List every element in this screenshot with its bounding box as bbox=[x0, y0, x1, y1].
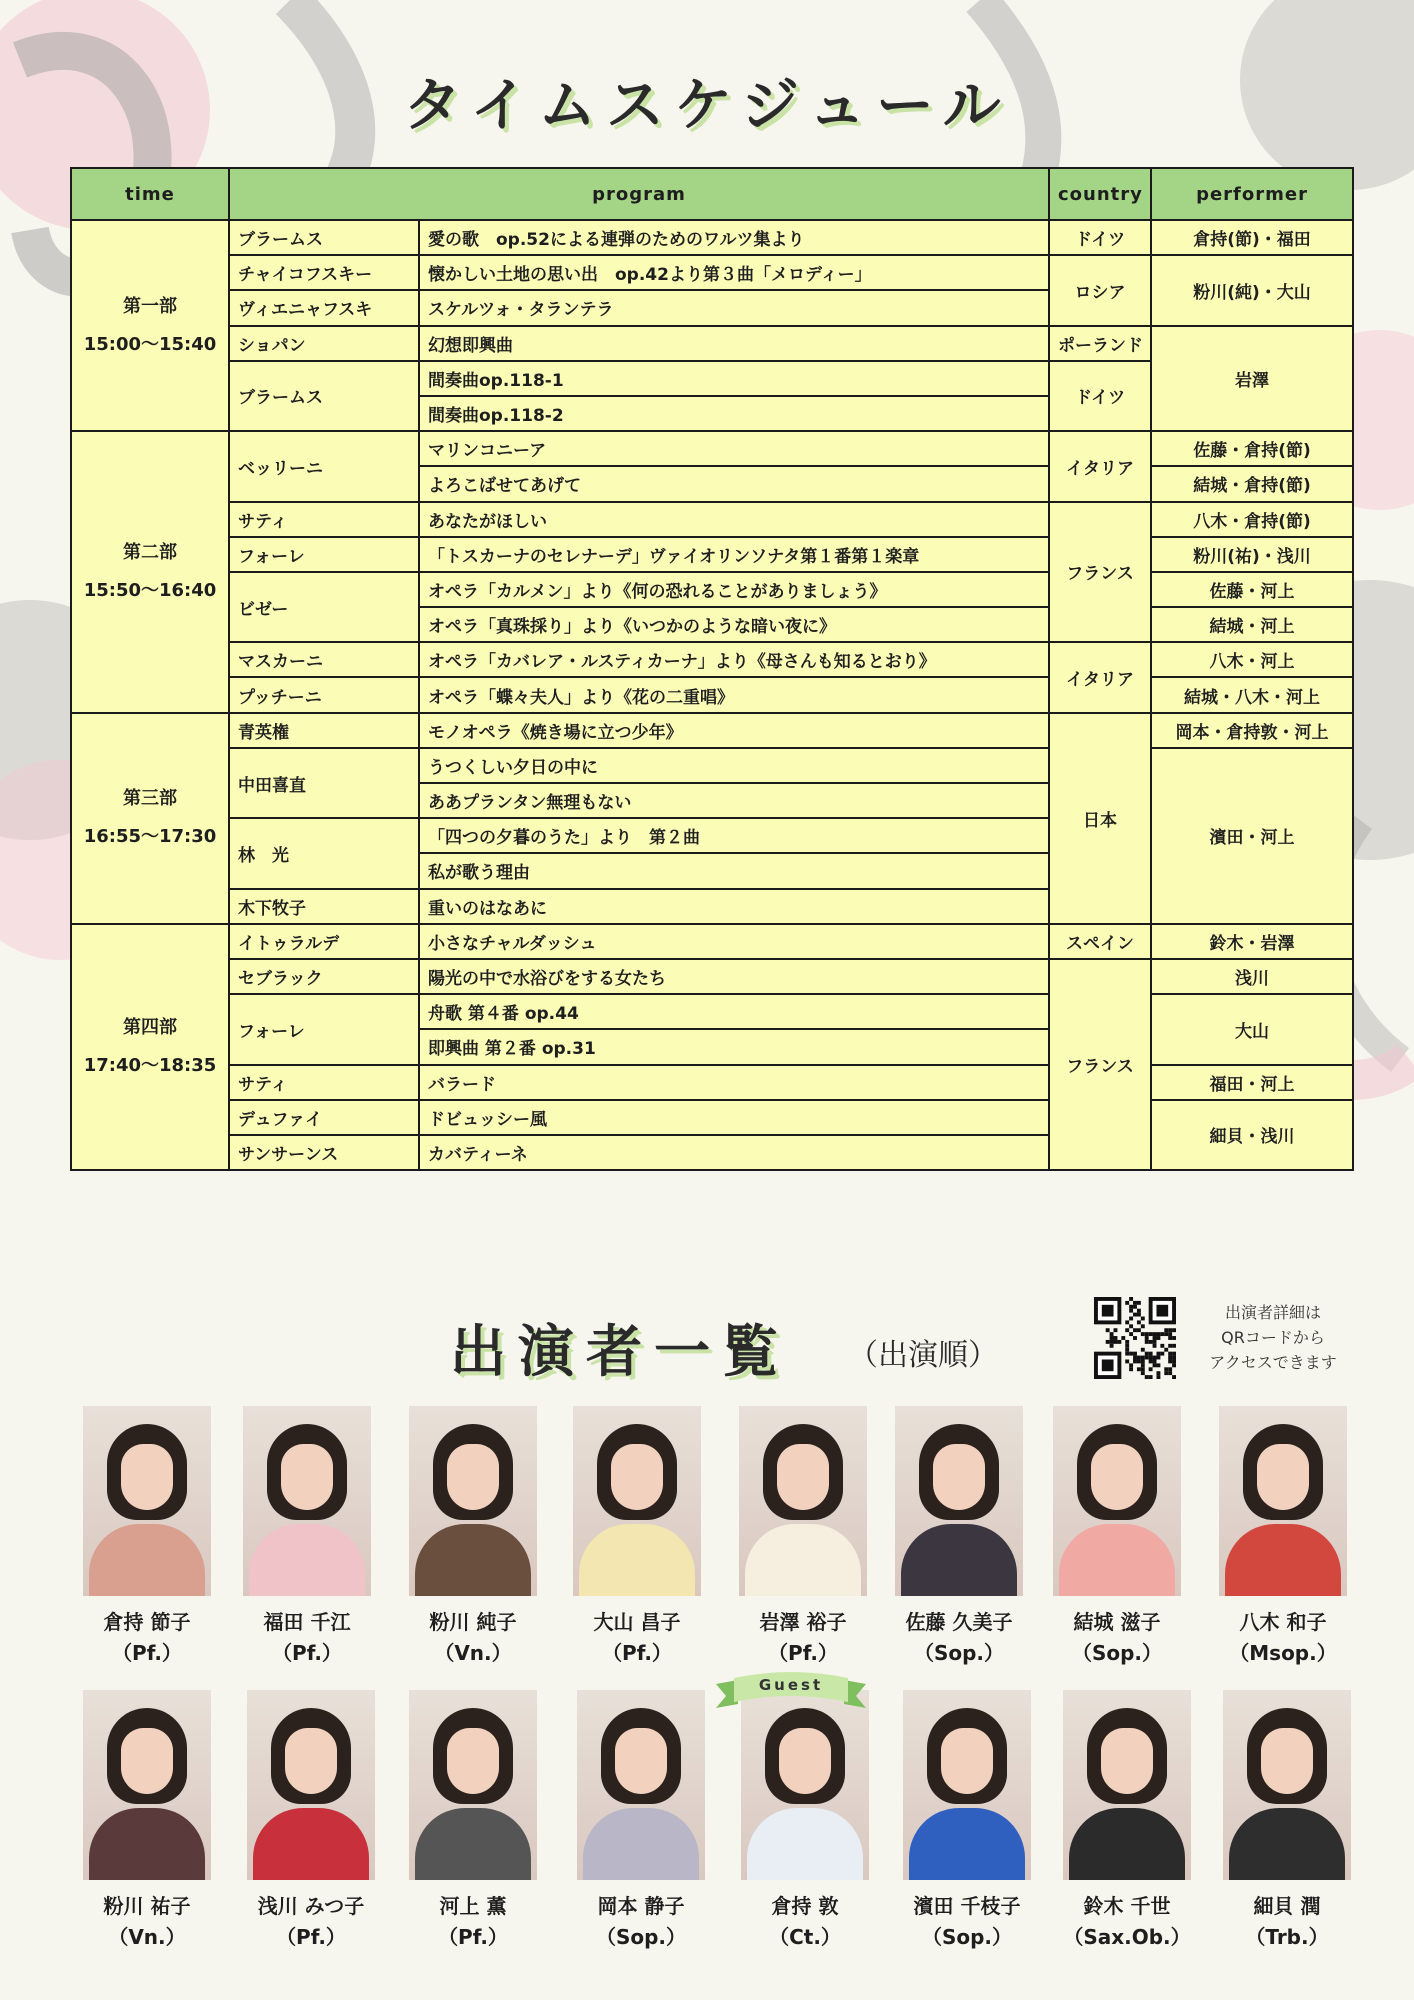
performer-cell: 細貝・浅川 bbox=[1151, 1100, 1353, 1170]
table-header-row bbox=[71, 168, 1353, 220]
performer-card bbox=[236, 1690, 386, 1950]
qr-code-icon[interactable] bbox=[1094, 1297, 1176, 1379]
table-row bbox=[71, 572, 1353, 607]
performer-name: 細貝 潤 bbox=[1253, 1894, 1321, 1918]
part-3-cell bbox=[71, 713, 229, 924]
program-cell: 間奏曲op.118-2 bbox=[419, 396, 1049, 431]
country-cell: フランス bbox=[1049, 502, 1151, 643]
performer-photo bbox=[739, 1406, 867, 1596]
performer-name: 倉持 節子 bbox=[103, 1610, 191, 1634]
composer-cell: フォーレ bbox=[229, 537, 419, 572]
performer-photo bbox=[83, 1406, 211, 1596]
performer-photo bbox=[247, 1690, 375, 1880]
performer-photo bbox=[83, 1690, 211, 1880]
performer-cell: 鈴木・岩澤 bbox=[1151, 924, 1353, 959]
program-cell: 小さなチャルダッシュ bbox=[419, 924, 1049, 959]
country-cell: ドイツ bbox=[1049, 220, 1151, 255]
performer-role: （Vn.） bbox=[108, 1925, 186, 1949]
table-row bbox=[71, 1100, 1353, 1135]
composer-cell: 木下牧子 bbox=[229, 889, 419, 924]
performer-card bbox=[398, 1690, 548, 1950]
table-row bbox=[71, 924, 1353, 959]
performer-name: 岡本 静子 bbox=[597, 1894, 685, 1918]
performer-role: （Msop.） bbox=[1229, 1641, 1337, 1665]
performer-photo bbox=[1063, 1690, 1191, 1880]
performer-card bbox=[566, 1690, 716, 1950]
program-cell: 懐かしい土地の思い出 op.42より第３曲「メロディー」 bbox=[419, 255, 1049, 290]
country-cell: 日本 bbox=[1049, 713, 1151, 924]
composer-cell: サティ bbox=[229, 1065, 419, 1100]
performer-name: 鈴木 千世 bbox=[1083, 1894, 1171, 1918]
performer-name: 結城 滋子 bbox=[1073, 1610, 1161, 1634]
performer-cell: 岩澤 bbox=[1151, 326, 1353, 432]
part-time: 15:50〜16:40 bbox=[83, 579, 217, 601]
guest-label: Guest bbox=[758, 1676, 824, 1694]
program-cell: ドビュッシー風 bbox=[419, 1100, 1049, 1135]
header-performer: performer bbox=[1151, 168, 1353, 220]
performer-cell: 大山 bbox=[1151, 994, 1353, 1064]
performers-subtitle: （出演順） bbox=[848, 1338, 998, 1373]
performer-role: （Sop.） bbox=[595, 1925, 687, 1949]
composer-cell: ヴィエニャフスキ bbox=[229, 290, 419, 325]
performer-card bbox=[72, 1690, 222, 1950]
table-row bbox=[71, 431, 1353, 466]
program-cell: オペラ「蝶々夫人」より《花の二重唱》 bbox=[419, 677, 1049, 712]
performer-role: （Ct.） bbox=[769, 1925, 841, 1949]
performer-card bbox=[730, 1690, 880, 1950]
part-time: 17:40〜18:35 bbox=[83, 1054, 217, 1076]
performer-role: （Vn.） bbox=[434, 1641, 512, 1665]
program-cell: あなたがほしい bbox=[419, 502, 1049, 537]
guest-banner bbox=[716, 1672, 866, 1710]
performer-card bbox=[892, 1690, 1042, 1950]
composer-cell: サティ bbox=[229, 502, 419, 537]
performer-name: 粉川 祐子 bbox=[103, 1894, 191, 1918]
program-cell: カバティーネ bbox=[419, 1135, 1049, 1170]
performer-photo bbox=[741, 1690, 869, 1880]
table-row bbox=[71, 642, 1353, 677]
performer-cell: 結城・倉持(節) bbox=[1151, 466, 1353, 501]
performer-photo bbox=[1219, 1406, 1347, 1596]
performer-cell: 結城・河上 bbox=[1151, 607, 1353, 642]
composer-cell: デュファイ bbox=[229, 1100, 419, 1135]
composer-cell: ブラームス bbox=[229, 361, 419, 431]
composer-cell: マスカーニ bbox=[229, 642, 419, 677]
performer-role: （Pf.） bbox=[276, 1925, 346, 1949]
performer-role: （Sop.） bbox=[921, 1925, 1013, 1949]
performer-role: （Sax.Ob.） bbox=[1063, 1925, 1191, 1949]
composer-cell: プッチーニ bbox=[229, 677, 419, 712]
part-1-cell bbox=[71, 220, 229, 431]
table-row bbox=[71, 220, 1353, 255]
composer-cell: ビゼー bbox=[229, 572, 419, 642]
program-cell: 愛の歌 op.52による連弾のためのワルツ集より bbox=[419, 220, 1049, 255]
performer-name: 佐藤 久美子 bbox=[905, 1610, 1013, 1634]
performer-card bbox=[232, 1406, 382, 1666]
performer-role: （Sop.） bbox=[1071, 1641, 1163, 1665]
country-cell: スペイン bbox=[1049, 924, 1151, 959]
composer-cell: 林 光 bbox=[229, 818, 419, 888]
country-cell: イタリア bbox=[1049, 642, 1151, 712]
performer-cell: 佐藤・河上 bbox=[1151, 572, 1353, 607]
program-cell: 舟歌 第４番 op.44 bbox=[419, 994, 1049, 1029]
composer-cell: ベッリーニ bbox=[229, 431, 419, 501]
program-cell: よろこばせてあげて bbox=[419, 466, 1049, 501]
part-2-cell bbox=[71, 431, 229, 713]
program-cell: 即興曲 第２番 op.31 bbox=[419, 1029, 1049, 1064]
performer-photo bbox=[895, 1406, 1023, 1596]
performer-name: 濱田 千枝子 bbox=[913, 1894, 1021, 1918]
composer-cell: ブラームス bbox=[229, 220, 419, 255]
program-cell: 間奏曲op.118-1 bbox=[419, 361, 1049, 396]
performer-photo bbox=[409, 1690, 537, 1880]
performers-title: 出演者一覧 bbox=[450, 1320, 790, 1385]
performer-role: （Sop.） bbox=[913, 1641, 1005, 1665]
header-time: time bbox=[71, 168, 229, 220]
performer-name: 倉持 敦 bbox=[771, 1894, 839, 1918]
performer-photo bbox=[903, 1690, 1031, 1880]
performer-cell: 八木・河上 bbox=[1151, 642, 1353, 677]
qr-note-line: QRコードから bbox=[1221, 1328, 1325, 1347]
performer-card bbox=[728, 1406, 878, 1666]
composer-cell: セブラック bbox=[229, 959, 419, 994]
program-cell: 陽光の中で水浴びをする女たち bbox=[419, 959, 1049, 994]
composer-cell: イトゥラルデ bbox=[229, 924, 419, 959]
qr-note bbox=[1188, 1300, 1358, 1375]
performer-name: 福田 千江 bbox=[263, 1610, 351, 1634]
performer-card bbox=[1042, 1406, 1192, 1666]
performer-role: （Pf.） bbox=[438, 1925, 508, 1949]
performer-name: 岩澤 裕子 bbox=[759, 1610, 847, 1634]
composer-cell: 青英権 bbox=[229, 713, 419, 748]
performer-card bbox=[1212, 1690, 1362, 1950]
performer-role: （Trb.） bbox=[1245, 1925, 1329, 1949]
program-cell: スケルツォ・タランテラ bbox=[419, 290, 1049, 325]
part-time: 15:00〜15:40 bbox=[83, 333, 217, 355]
program-cell: ああプランタン無理もない bbox=[419, 783, 1049, 818]
performer-cell: 倉持(節)・福田 bbox=[1151, 220, 1353, 255]
performer-photo bbox=[573, 1406, 701, 1596]
program-cell: 幻想即興曲 bbox=[419, 326, 1049, 361]
table-row bbox=[71, 677, 1353, 712]
header-country: country bbox=[1049, 168, 1151, 220]
program-cell: 「四つの夕暮のうた」より 第２曲 bbox=[419, 818, 1049, 853]
country-cell: イタリア bbox=[1049, 431, 1151, 501]
performer-name: 八木 和子 bbox=[1239, 1610, 1327, 1634]
part-name: 第二部 bbox=[123, 541, 177, 563]
program-cell: うつくしい夕日の中に bbox=[419, 748, 1049, 783]
table-row bbox=[71, 255, 1353, 290]
program-cell: 重いのはなあに bbox=[419, 889, 1049, 924]
performer-photo bbox=[409, 1406, 537, 1596]
performer-role: （Pf.） bbox=[602, 1641, 672, 1665]
performer-role: （Pf.） bbox=[768, 1641, 838, 1665]
performer-cell: 結城・八木・河上 bbox=[1151, 677, 1353, 712]
performer-card bbox=[72, 1406, 222, 1666]
performer-name: 大山 昌子 bbox=[593, 1610, 681, 1634]
performer-card bbox=[1052, 1690, 1202, 1950]
composer-cell: ショパン bbox=[229, 326, 419, 361]
part-4-cell bbox=[71, 924, 229, 1170]
performer-cell: 粉川(祐)・浅川 bbox=[1151, 537, 1353, 572]
performer-photo bbox=[1223, 1690, 1351, 1880]
composer-cell: サンサーンス bbox=[229, 1135, 419, 1170]
table-row bbox=[71, 994, 1353, 1029]
table-row bbox=[71, 959, 1353, 994]
header-program: program bbox=[229, 168, 1049, 220]
table-row bbox=[71, 502, 1353, 537]
table-row bbox=[71, 1065, 1353, 1100]
performer-name: 粉川 純子 bbox=[429, 1610, 517, 1634]
part-name: 第三部 bbox=[123, 788, 177, 810]
part-name: 第四部 bbox=[123, 1016, 177, 1038]
performer-cell: 濱田・河上 bbox=[1151, 748, 1353, 924]
qr-note-line: 出演者詳細は bbox=[1224, 1303, 1321, 1322]
performer-photo bbox=[577, 1690, 705, 1880]
table-row bbox=[71, 713, 1353, 748]
table-row bbox=[71, 326, 1353, 361]
performer-card bbox=[398, 1406, 548, 1666]
part-name: 第一部 bbox=[123, 295, 177, 317]
performer-card bbox=[1208, 1406, 1358, 1666]
performer-role: （Pf.） bbox=[112, 1641, 182, 1665]
part-time: 16:55〜17:30 bbox=[83, 826, 217, 848]
performer-cell: 佐藤・倉持(節) bbox=[1151, 431, 1353, 466]
performer-photo bbox=[243, 1406, 371, 1596]
program-cell: オペラ「真珠採り」より《いつかのような暗い夜に》 bbox=[419, 607, 1049, 642]
composer-cell: 中田喜直 bbox=[229, 748, 419, 818]
program-cell: バラード bbox=[419, 1065, 1049, 1100]
composer-cell: チャイコフスキー bbox=[229, 255, 419, 290]
composer-cell: フォーレ bbox=[229, 994, 419, 1064]
country-cell: ポーランド bbox=[1049, 326, 1151, 361]
schedule-table bbox=[70, 167, 1354, 1171]
program-cell: 「トスカーナのセレナーデ」ヴァイオリンソナタ第１番第１楽章 bbox=[419, 537, 1049, 572]
performer-card bbox=[562, 1406, 712, 1666]
performer-name: 浅川 みつ子 bbox=[257, 1894, 365, 1918]
program-cell: モノオペラ《焼き場に立つ少年》 bbox=[419, 713, 1049, 748]
performer-cell: 浅川 bbox=[1151, 959, 1353, 994]
performer-cell: 福田・河上 bbox=[1151, 1065, 1353, 1100]
performer-role: （Pf.） bbox=[272, 1641, 342, 1665]
performer-cell: 岡本・倉持敦・河上 bbox=[1151, 713, 1353, 748]
country-cell: フランス bbox=[1049, 959, 1151, 1170]
performer-photo bbox=[1053, 1406, 1181, 1596]
program-cell: オペラ「カバレア・ルスティカーナ」より《母さんも知るとおり》 bbox=[419, 642, 1049, 677]
program-cell: 私が歌う理由 bbox=[419, 853, 1049, 888]
program-cell: オペラ「カルメン」より《何の恐れることがありましょう》 bbox=[419, 572, 1049, 607]
performer-cell: 八木・倉持(節) bbox=[1151, 502, 1353, 537]
country-cell: ドイツ bbox=[1049, 361, 1151, 431]
table-row bbox=[71, 537, 1353, 572]
qr-note-line: アクセスできます bbox=[1209, 1353, 1337, 1372]
schedule-title: タイムスケジュール bbox=[403, 71, 1011, 139]
program-cell: マリンコニーア bbox=[419, 431, 1049, 466]
performer-name: 河上 薫 bbox=[439, 1894, 507, 1918]
table-row bbox=[71, 748, 1353, 783]
performer-card bbox=[884, 1406, 1034, 1666]
performer-cell: 粉川(純)・大山 bbox=[1151, 255, 1353, 325]
country-cell: ロシア bbox=[1049, 255, 1151, 325]
